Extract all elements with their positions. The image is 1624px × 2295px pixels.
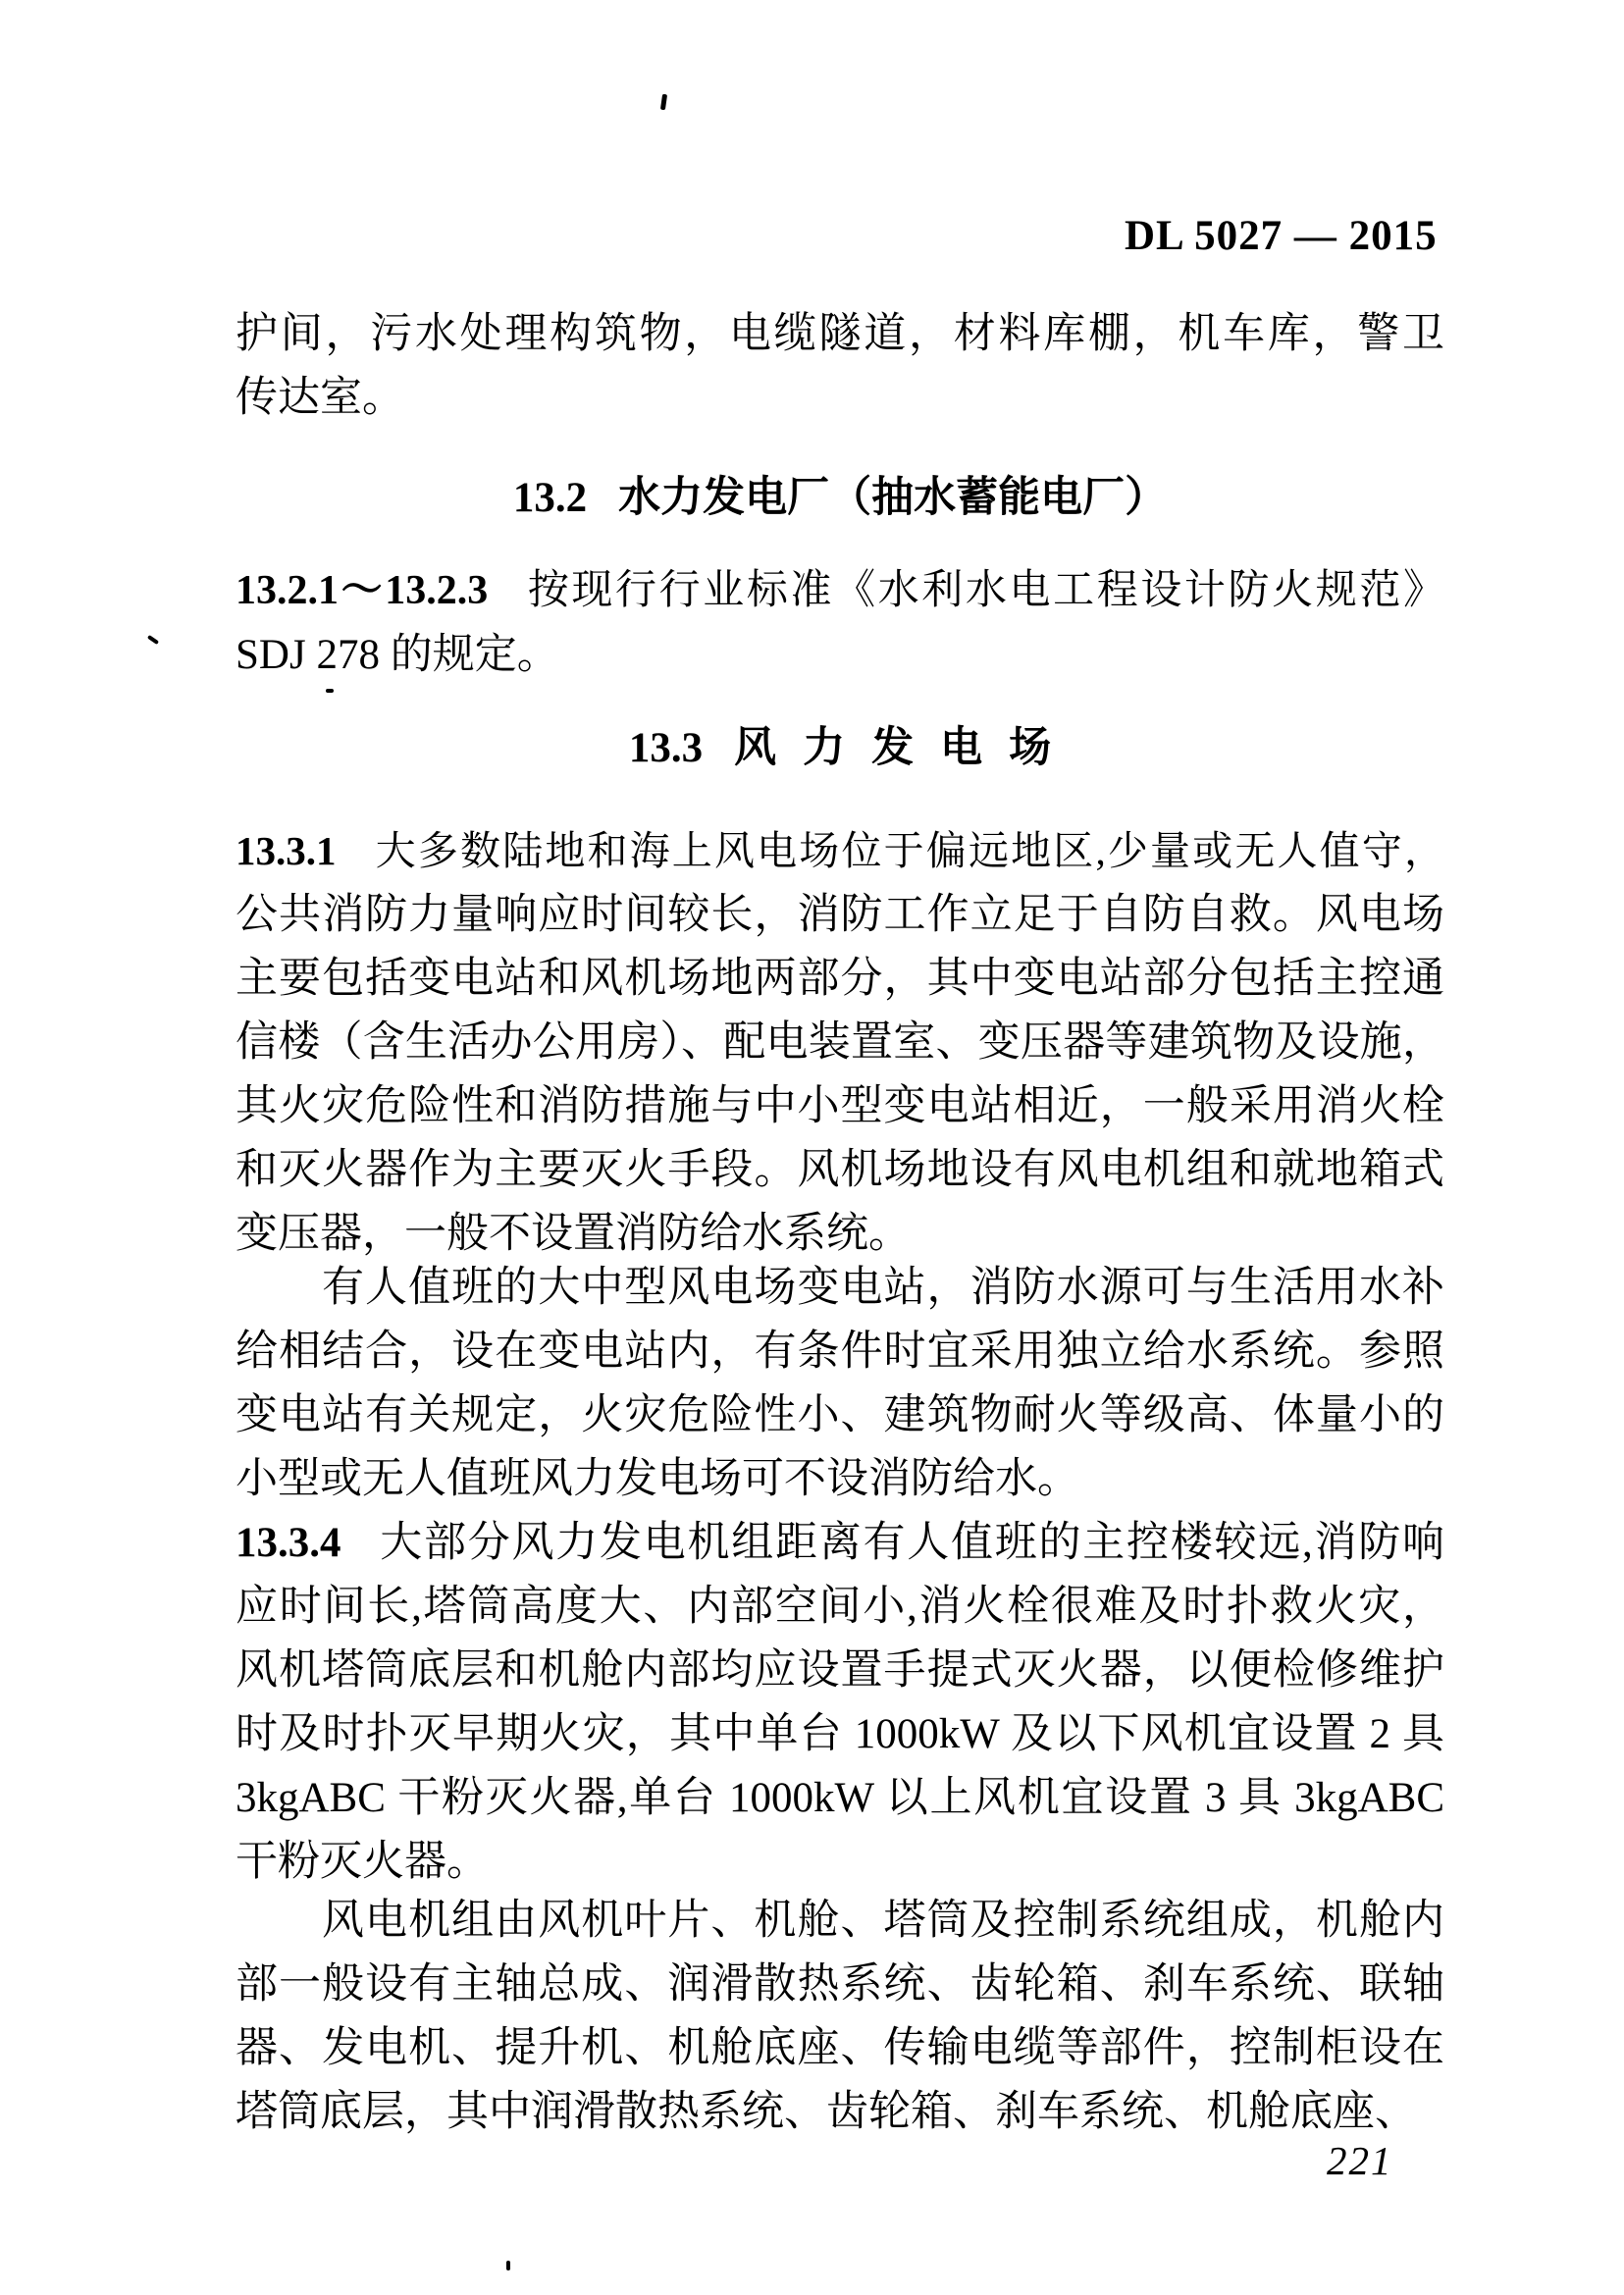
paragraph-line: 公共消防力量响应时间较长，消防工作立足于自防自救。风电场 <box>236 892 1444 938</box>
scan-artifact <box>147 635 159 645</box>
paragraph-line: SDJ 278 的规定。 <box>236 632 559 678</box>
paragraph-line: 器、发电机、提升机、机舱底座、传输电缆等部件，控制柜设在 <box>236 2025 1444 2071</box>
scan-artifact <box>506 2261 510 2270</box>
scan-artifact <box>660 94 667 111</box>
paragraph-line: 风电机组由风机叶片、机舱、塔筒及控制系统组成，机舱内 <box>322 1898 1444 1944</box>
paragraph-line: 部一般设有主轴总成、润滑散热系统、齿轮箱、刹车系统、联轴 <box>236 1961 1444 2008</box>
clause-number: 13.3.1 <box>236 828 337 873</box>
clause-line <box>236 559 1444 623</box>
paragraph-line: 主要包括变电站和风机场地两部分，其中变电站部分包括主控通 <box>236 956 1444 1002</box>
section-heading-13-3 <box>236 716 1444 780</box>
clause-number: 13.2.1～13.2.3 <box>236 568 489 613</box>
paragraph-line: 传达室。 <box>236 375 404 421</box>
paragraph-line: 变压器，一般不设置消防给水系统。 <box>236 1211 911 1257</box>
paragraph-line: 风机塔筒底层和机舱内部均应设置手提式灭火器，以便检修维护 <box>236 1647 1444 1694</box>
paragraph-line: 护间，污水处理构筑物，电缆隧道，材料库棚，机车库，警卫 <box>236 311 1444 357</box>
paragraph-line: 3kgABC 干粉灭火器,单台 1000kW 以上风机宜设置 3 具 3kgABC <box>236 1775 1444 1821</box>
section-heading-13-2 <box>236 466 1444 530</box>
paragraph-line: 小型或无人值班风力发电场可不设消防给水。 <box>236 1456 1079 1502</box>
page-number: 221 <box>1327 2138 1393 2183</box>
paragraph-line: 和灭火器作为主要灭火手段。风机场地设有风电机组和就地箱式 <box>236 1147 1444 1193</box>
scan-artifact <box>326 689 334 693</box>
paragraph-continuation <box>236 302 1444 430</box>
clause-line <box>236 819 1444 883</box>
clause-13-3-4 <box>236 1511 1444 1894</box>
paragraph-line: 干粉灭火器。 <box>236 1839 489 1885</box>
paragraph-water-supply <box>236 1256 1444 1511</box>
section-number: 13.2 <box>512 475 588 521</box>
paragraph-line: 塔筒底层，其中润滑散热系统、齿轮箱、刹车系统、机舱底座、 <box>236 2089 1417 2135</box>
paragraph-line: 其火灾危险性和消防措施与中小型变电站相近，一般采用消火栓 <box>236 1083 1444 1129</box>
clause-number: 13.3.4 <box>236 1520 341 1566</box>
paragraph-line: 有人值班的大中型风电场变电站，消防水源可与生活用水补 <box>322 1265 1444 1311</box>
clause-13-2-1 <box>236 559 1444 687</box>
paragraph-line: 变电站有关规定，火灾危险性小、建筑物耐火等级高、体量小的 <box>236 1392 1444 1438</box>
section-title: 水力发电厂（抽水蓄能电厂） <box>618 475 1168 521</box>
clause-text: 按现行行业标准《水利水电工程设计防火规范》 <box>525 568 1444 613</box>
clause-line <box>236 1511 1444 1575</box>
paragraph-line: 应时间长,塔筒高度大、内部空间小,消火栓很难及时扑救火灾， <box>236 1584 1444 1630</box>
clause-text: 大部分风力发电机组距离有人值班的主控楼较远,消防响 <box>378 1520 1444 1566</box>
standard-code-header: DL 5027 — 2015 <box>1125 213 1438 259</box>
section-number: 13.3 <box>628 725 704 771</box>
clause-13-3-1 <box>236 819 1444 1266</box>
section-title: 风力发电场 <box>734 725 1078 771</box>
clause-text: 大多数陆地和海上风电场位于偏远地区,少量或无人值守， <box>373 828 1444 873</box>
paragraph-line: 信楼（含生活办公用房）、配电装置室、变压器等建筑物及设施， <box>236 1019 1444 1066</box>
paragraph-line: 时及时扑灭早期火灾，其中单台 1000kW 及以下风机宜设置 2 具 <box>236 1711 1444 1757</box>
paragraph-line: 给相结合，设在变电站内，有条件时宜采用独立给水系统。参照 <box>236 1329 1444 1375</box>
paragraph-turbine-components <box>236 1889 1444 2144</box>
